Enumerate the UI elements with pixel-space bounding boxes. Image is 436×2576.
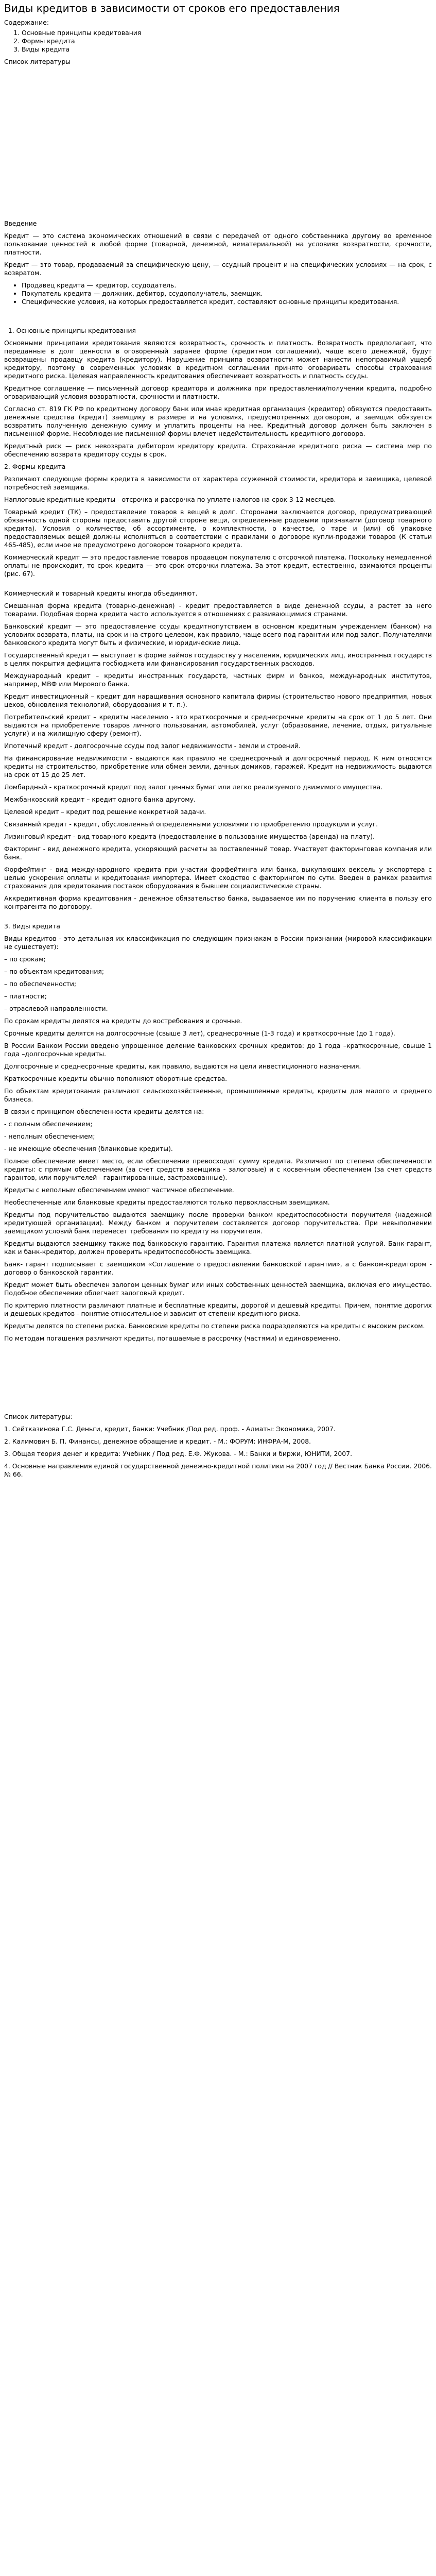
forms-paragraph: Смешанная форма кредита (товарно-денежная) - кредит предоставляется в виде денежной ссуды, а растет за него товарами. Подобная форма кредита часто используется в отношениях с развивающимися странами. — [4, 602, 432, 618]
forms-paragraph: Ломбардный - краткосрочный кредит под залог ценных бумаг или легко реализуемого движимого имущества. — [4, 783, 383, 791]
kinds-heading — [4, 922, 432, 930]
kinds-paragraph: Кредиты с неполным обеспечением имеют частичное обеспечение. — [4, 1186, 234, 1194]
forms-paragraph: Ипотечный кредит - долгосрочные ссуды под залог недвижимости - земли и строений. — [4, 742, 301, 750]
intro-paragraph: Кредит — это система экономических отношений в связи с передачей от одного собственника другому во временное пользование ценностей в любой форме (товарной, денежной, нематериальной) на условиях возвратности, срочности, платности. — [4, 232, 432, 256]
forms-paragraph: Различают следующие формы кредита в зависимости от характера ссуженной стоимости, кредитора и заемщика, целевой потребностей заемщика. — [4, 475, 432, 491]
bibliography-heading: Список литературы: — [4, 1413, 73, 1420]
bibliography-item: 4. Основные направления единой государственной денежно-кредитной политики на 2007 год // Вестник Банка России. 2006. № 66. — [4, 1462, 432, 1478]
forms-paragraph: Факторинг - вид денежного кредита, ускоряющий расчеты за поставленный товар. Участвует факторинговая компания или банк. — [4, 845, 432, 861]
forms-paragraph: Кредит инвестиционный – кредит для наращивания основного капитала фирмы (строительство нового предприятия, новых цехов, обновления технологий, оборудования и т. п.). — [4, 692, 432, 708]
kinds-paragraph: Кредит может быть обеспечен залогом ценных бумаг или иных собственных ценностей заемщика, включая его имущество. Подобное обеспечение облегчает залоговый кредит. — [4, 1281, 432, 1297]
toc-list — [4, 29, 432, 54]
heading-number: 2. — [4, 463, 10, 470]
forms-paragraph: Коммерческий кредит — это предоставление товаров продавцом покупателю с отсрочкой платежа. Поскольку немедленной оплаты не происходит, то срок кредита — это срок отсрочки платежа. За этот кредит, естественно, взимаются проценты (рис. 67). — [4, 553, 432, 578]
toc-label: Содержание: — [4, 19, 49, 26]
kinds-paragraph: - неполным обеспечением; — [4, 1132, 95, 1140]
heading-text: Основные принципы кредитования — [16, 327, 136, 334]
kinds-paragraph: – платности; — [4, 992, 47, 1000]
kinds-paragraph: Срочные кредиты делятся на долгосрочные (свыше 3 лет), среднесрочные (1-3 года) и краткосрочные (до 1 года). — [4, 1029, 395, 1037]
toc-bibliography: Список литературы — [4, 58, 71, 65]
kinds-paragraph: - с полным обеспечением; — [4, 1120, 93, 1128]
forms-paragraph: Форфейтинг - вид международного кредита при участии форфейтинга или банка, выкупающих вексель у экспортера с целью ускорения оплаты и кредитования импортера. Имеет сходство с факторингом по сути. Введен в рамках развития страхования для кредитования поставок оборудования в бывшем социалистические страны. — [4, 866, 432, 890]
forms-paragraph: Государственный кредит — выступает в форме займов государству у населения, юридических лиц, иностранных государств в целях покрытия дефицита госбюджета или финансирования государственных расходов. — [4, 651, 432, 667]
bibliography-item: 3. Общая теория денег и кредита: Учебник / Под ред. Е.Ф. Жукова. - М.: Банки и биржи, ЮНИТИ, 2007. — [4, 1450, 353, 1458]
spacer — [4, 310, 432, 327]
intro-heading: Введение — [4, 219, 37, 227]
principles-paragraph: Кредитное соглашение — письменный договор кредитора и должника при предоставлении/получении кредита, подробно оговаривающий условия возвратности, срочности и платности. — [4, 384, 432, 400]
heading-text: Виды кредита — [12, 922, 61, 930]
principles-heading — [4, 327, 432, 335]
intro-bullet-list — [4, 281, 432, 306]
forms-heading — [4, 463, 432, 471]
bullet-item: • Продавец кредита — кредитор, ссудодатель. — [22, 281, 432, 290]
intro-paragraph: Кредит — это товар, продаваемый за специфическую цену, — ссудный процент и на специфических условиях — на срок, с возвратом. — [4, 261, 432, 277]
kinds-paragraph: – по обеспеченности; — [4, 980, 77, 988]
kinds-paragraph: Кредиты под поручительство выдаются заемщику после проверки банком кредитоспособности поручителя (надежной кредитующей организации). Между банком и поручителем составляется договор поручительства. При невыполнении заемщиком условий банк перенесет требования по кредиту на поручителя. — [4, 1211, 432, 1235]
kinds-paragraph: Краткосрочные кредиты обычно пополняют оборотные средства. — [4, 1075, 228, 1082]
kinds-paragraph: Виды кредитов - это детальная их классификация по следующим признакам в России признании (мировой классификации не существует): — [4, 935, 432, 951]
forms-paragraph: Лизинговый кредит - вид товарного кредита (предоставление в пользование имущества (аренда) на плату). — [4, 833, 375, 840]
heading-number: 1. — [8, 327, 14, 334]
spacer — [4, 70, 432, 141]
forms-paragraph: Связанный кредит - кредит, обусловленный определенными условиями по приобретению продукции и услуг. — [4, 820, 378, 828]
kinds-paragraph: Долгосрочные и среднесрочные кредиты, как правило, выдаются на цели инвестиционного назначения. — [4, 1062, 361, 1070]
heading-text: Формы кредита — [12, 463, 66, 470]
forms-paragraph: Межбанковский кредит – кредит одного банка другому. — [4, 795, 196, 803]
forms-paragraph: Коммерческий и товарный кредиты иногда объединяют. — [4, 589, 198, 597]
forms-paragraph: Товарный кредит (ТК) – предоставление товаров в вещей в долг. Сторонами заключается договор, предусматривающий обязанность одной стороны предоставить другой стороне вещи, определенные родовыми признаками (договор товарного кредита). Условия о количестве, об ассортименте, о комплектности, о качестве, о таре и (или) об упаковке предоставляемых вещей должны исполняться в соответствии с правилами о договоре купли-продажи товаров (К статьи 465-485), если иное не предусмотрено договором товарного кредита. — [4, 508, 432, 549]
bullet-item: • Покупатель кредита — должник, дебитор, ссудополучатель, заемщик. — [22, 290, 432, 298]
page-title: Виды кредитов в зависимости от сроков его предоставления — [4, 2, 340, 14]
kinds-paragraph: Кредиты выдаются заемщику также под банковскую гарантию. Гарантия платежа является платной услугой. Банк-гарант, как и банк-кредитор, должен проверить кредитоспособность заемщика. — [4, 1240, 432, 1256]
kinds-paragraph: В связи с принципом обеспеченности кредиты делятся на: — [4, 1108, 204, 1115]
spacer — [4, 1396, 432, 1413]
forms-paragraph: Потребительский кредит – кредиты населению - это краткосрочные и среднесрочные кредиты на срок от 1 до 5 лет. Они выдаются на приобретение товаров личного пользования, автомобилей, услуг (образование, лечение, отдых, ритуальные услуги) и на жилищную сферу (ремонт). — [4, 713, 432, 737]
bibliography-item: 2. Калимович Б. П. Финансы, денежное обращение и кредит. - М.: ФОРУМ: ИНФРА-М, 2008. — [4, 1437, 311, 1445]
spacer — [4, 582, 432, 589]
kinds-paragraph: По объектам кредитования различают сельскохозяйственные, промышленные кредиты, кредиты для малого и среднего бизнеса. — [4, 1087, 432, 1103]
spacer — [4, 212, 432, 219]
toc-item: 3. Виды кредита — [22, 45, 432, 54]
bullet-item: • Специфические условия, на которых предоставляется кредит, составляют основные принципы кредитования. — [22, 298, 432, 306]
kinds-paragraph: - не имеющие обеспечения (бланковые кредиты). — [4, 1145, 173, 1153]
forms-paragraph: На финансирование недвижимости - выдаются как правило не среднесрочный и долгосрочный период. К ним относятся кредиты на строительство, приобретение или обмен земли, дачных домиков, гаражей. Кредит на недвижимость выдаются на срок от 15 до 25 лет. — [4, 754, 432, 778]
kinds-paragraph: По критерию платности различают платные и бесплатные кредиты, дорогой и дешевый кредиты. Причем, понятие дорогих и дешевых кредитов - понятие относительное и зависит от степени кредитного риска. — [4, 1301, 432, 1317]
forms-paragraph: Наплоговые кредитные кредиты - отсрочка и рассрочка по уплате налогов на срок 3-12 месяцев. — [4, 496, 336, 503]
kinds-paragraph: В России Банком России введено упрощенное деление банковских срочных кредитов: до 1 года –краткосрочные, свыше 1 года –долгосрочные кредиты. — [4, 1042, 432, 1058]
kinds-paragraph: По методам погашения различают кредиты, погашаемые в рассрочку (частями) и единовременно. — [4, 1334, 341, 1342]
kinds-paragraph: – по срокам; — [4, 955, 46, 963]
spacer — [4, 141, 432, 212]
forms-paragraph: Международный кредит – кредиты иностранных государств, частных фирм и банков, международных институтов, например, МВФ или Мирового банка. — [4, 672, 432, 688]
kinds-paragraph: По срокам кредиты делятся на кредиты до востребования и срочные. — [4, 1017, 242, 1025]
kinds-paragraph: – по объектам кредитования; — [4, 968, 104, 975]
kinds-paragraph: Кредиты делятся по степени риска. Банковские кредиты по степени риска подразделяются на кредиты с высоким риском. — [4, 1322, 425, 1330]
bibliography-item: 1. Сейтказинова Г.С. Деньги, кредит, банки: Учебник /Под ред. проф. - Алматы: Экономика, 2007. — [4, 1425, 336, 1433]
heading-number: 3. — [4, 922, 10, 930]
toc-item: 2. Формы кредита — [22, 37, 432, 45]
principles-paragraph: Кредитный риск — риск невозврата дебитором кредитору кредита. Страхование кредитного риска — система мер по обеспечению возврата кредитору ссуды в срок. — [4, 442, 432, 458]
toc-item: 1. Основные принципы кредитования — [22, 29, 432, 37]
kinds-paragraph: Полное обеспечение имеет место, если обеспечение превосходит сумму кредита. Различают по степени обеспеченности кредиты: с прямым обеспечением (за счет средств заемщика - залоговые) и с косвенным обеспечением (за счет средств гарантов, или поручителей - гарантированные, застрахованные). — [4, 1157, 432, 1181]
forms-paragraph: Банковский кредит — это предоставление ссуды кредитнопутствием в основном кредитным учреждением (банком) на условиях возврата, платы, на срок и на строго целевом, как правило, чаще всего под гарантии или под залог. Получателями банковского кредита могут быть и физические, и юридические лица. — [4, 622, 432, 647]
forms-paragraph: Целевой кредит – кредит под решение конкретной задачи. — [4, 808, 206, 816]
spacer — [4, 1347, 432, 1396]
principles-paragraph: Основными принципами кредитования являются возвратность, срочность и платность. Возвратность предполагает, что переданные в долг ценности в оговоренный заранее форме (кредитном соглашении), чаще всего денежной, будут возвращены продавцу кредита (кредитору). Нарушение принципа возвратности может нанести непоправимый ущерб кредитору, поэтому в современных условиях в кредитном соглашении принято оговаривать способы страхования кредитного риска. Целевая направленность кредитования обеспечивает возвратность и платность ссуды. — [4, 339, 432, 380]
spacer — [4, 915, 432, 922]
forms-paragraph: Аккредитивная форма кредитования - денежное обязательство банка, выдаваемое им по поручению клиента в пользу его контрагента по договору. — [4, 894, 432, 910]
kinds-paragraph: – отраслевой направленности. — [4, 1005, 108, 1012]
kinds-paragraph: Необеспеченные или бланковые кредиты предоставляются только первоклассным заемщикам. — [4, 1198, 330, 1206]
kinds-paragraph: Банк- гарант подписывает с заемщиком «Соглашение о предоставлении банковской гарантии», а с банком-кредитором - договор о банковской гарантии. — [4, 1260, 432, 1276]
principles-paragraph: Согласно ст. 819 ГК РФ по кредитному договору банк или иная кредитная организация (кредитор) обязуются предоставить денежные средства (кредит) заемщику в размере и на условиях, предусмотренных договором, а заемщик обязуется возвратить полученную денежную сумму и уплатить проценты на нее. Кредитный договор должен быть заключен в письменной форме. Несоблюдение письменной формы влечет недействительность кредитного договора. — [4, 405, 432, 437]
